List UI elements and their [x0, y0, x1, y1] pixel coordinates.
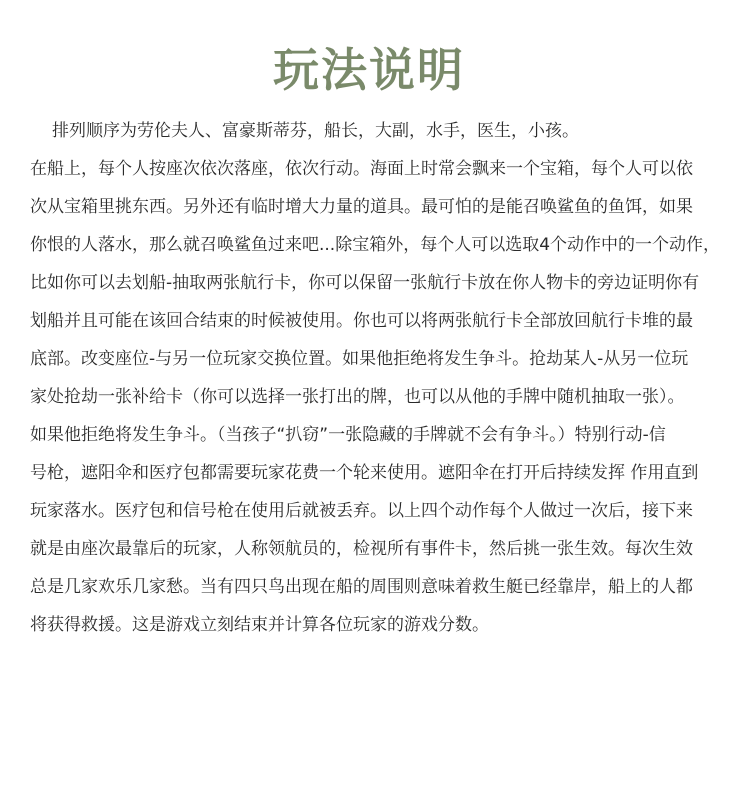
text-line: 玩家落水。医疗包和信号枪在使用后就被丢弃。以上四个动作每个人做过一次后，接下来 — [30, 501, 693, 521]
rules-text — [30, 112, 720, 644]
text-line: 你恨的人落水，那么就召唤鲨鱼过来吧...除宝箱外，每个人可以选取4个动作中的一个动作， — [30, 235, 721, 255]
text-line: 家处抢劫一张补给卡（你可以选择一张打出的牌，也可以从他的手牌中随机抽取一张）。 — [30, 387, 685, 407]
text-line: 号枪，遮阳伞和医疗包都需要玩家花费一个轮来使用。遮阳伞在打开后持续发挥 作用直到 — [30, 463, 699, 483]
text-line: 次从宝箱里挑东西。另外还有临时增大力量的道具。最可怕的是能召唤鲨鱼的鱼饵，如果 — [30, 197, 693, 217]
text-line: 在船上，每个人按座次依次落座，依次行动。海面上时常会飘来一个宝箱，每个人可以依 — [30, 159, 693, 179]
text-line: 如果他拒绝将发生争斗。（当孩子“扒窃”一张隐藏的手牌就不会有争斗。）特别行动-信 — [30, 425, 666, 445]
page-title: 玩法说明 — [273, 43, 465, 97]
text-line: 就是由座次最靠后的玩家，人称领航员的，检视所有事件卡，然后挑一张生效。每次生效 — [30, 539, 693, 559]
text-line: 排列顺序为劳伦夫人、富豪斯蒂芬，船长，大副，水手，医生，小孩。 — [52, 121, 579, 141]
text-line: 比如你可以去划船-抽取两张航行卡，你可以保留一张航行卡放在你人物卡的旁边证明你有 — [30, 273, 700, 293]
text-line: 划船并且可能在该回合结束的时候被使用。你也可以将两张航行卡全部放回航行卡堆的最 — [30, 311, 693, 331]
text-line: 底部。改变座位-与另一位玩家交换位置。如果他拒绝将发生争斗。抢劫某人-从另一位玩 — [30, 349, 689, 369]
text-line: 总是几家欢乐几家愁。当有四只鸟出现在船的周围则意味着救生艇已经靠岸，船上的人都 — [30, 577, 693, 597]
text-line: 将获得救援。这是游戏立刻结束并计算各位玩家的游戏分数。 — [30, 615, 489, 635]
